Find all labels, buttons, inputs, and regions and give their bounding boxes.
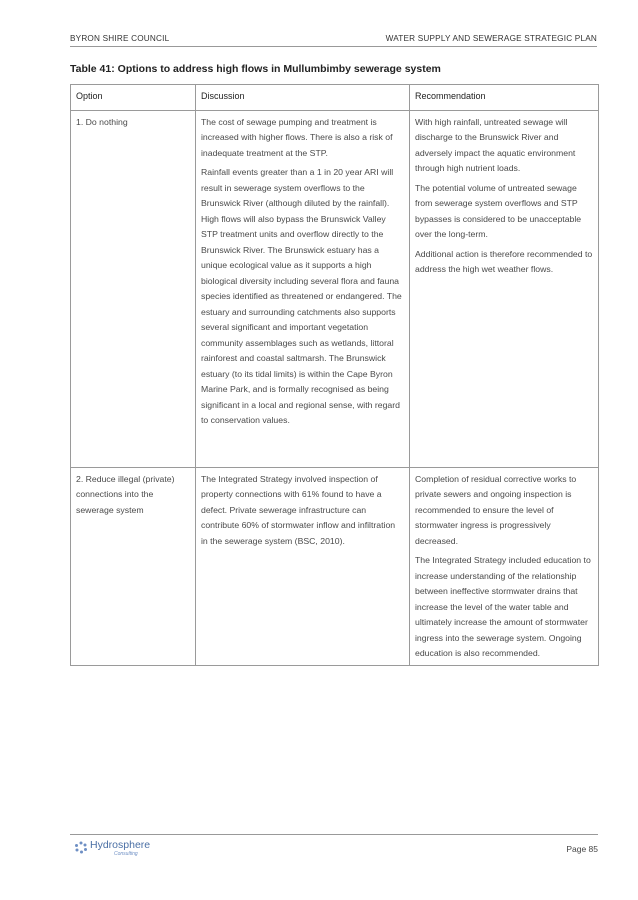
table-row bbox=[71, 110, 599, 467]
header-right: WATER SUPPLY AND SEWERAGE STRATEGIC PLAN bbox=[385, 34, 597, 43]
option-cell bbox=[71, 467, 196, 665]
recommendation-paragraph: The Integrated Strategy included education to increase understanding of the relationship between ineffective stormwater drains that increase the level of the water table and ultimately increase the amount of stormwater ingress into the sewerage system. Ongoing education is also recommended. bbox=[415, 555, 591, 658]
page-header bbox=[70, 34, 597, 47]
discussion-paragraph: The cost of sewage pumping and treatment is increased with higher flows. There is also a risk of inadequate treatment at the STP. bbox=[201, 116, 393, 158]
page-number: Page 85 bbox=[566, 844, 598, 854]
option-text: 2. Reduce illegal (private) connections into the sewerage system bbox=[76, 473, 175, 515]
discussion-paragraph: The Integrated Strategy involved inspection of property connections with 61% found to have a defect. Private sewerage infrastructure can contribute 60% of stormwater inflow and infiltration in the sewerage system (BSC, 2010). bbox=[201, 473, 396, 546]
recommendation-paragraph: With high rainfall, untreated sewage will discharge to the Brunswick River and adversely impact the aquatic environment through high nutrient loads. bbox=[415, 116, 576, 173]
discussion-paragraph: Rainfall events greater than a 1 in 20 year ARI will result in sewerage system overflows to the Brunswick River (although diluted by the rainfall). High flows will also bypass the Brunswick Valley STP treatment units and overflow directly to the Brunswick River. The Brunswick estuary has a unique ecological value as it supports a high biological diversity including several flora and fauna species identified as threatened or endangered. The estuary and surrounding catchments also supports several significant and important vegetation community assemblages such as wetlands, littoral rainforest and coastal saltmarsh. The Brunswick estuary (to its tidal limits) is within the Cape Byron Marine Park, and is formally recognised as being significant in a local and regional sense, with regard to conservation values. bbox=[201, 167, 402, 425]
recommendation-paragraph: The potential volume of untreated sewage from sewerage system overflows and STP bypasses is considered to be unacceptable over the long-term. bbox=[415, 182, 582, 239]
recommendation-paragraph: Additional action is therefore recommended to address the high wet weather flows. bbox=[415, 248, 593, 274]
table-title: Table 41: Options to address high flows in Mullumbimby sewerage system bbox=[70, 63, 441, 75]
option-text: 1. Do nothing bbox=[76, 116, 128, 127]
hydrosphere-logo-icon bbox=[74, 841, 88, 854]
discussion-cell bbox=[196, 110, 410, 467]
logo-name: Hydrosphere bbox=[90, 839, 151, 851]
table-row bbox=[71, 467, 599, 665]
recommendation-paragraph: Completion of residual corrective works to private sewers and ongoing inspection is recommended to ensure the level of stormwater ingress is progressively decreased. bbox=[415, 473, 577, 546]
option-cell bbox=[71, 110, 196, 467]
hydrosphere-logo bbox=[74, 839, 151, 857]
recommendation-cell bbox=[410, 110, 599, 467]
logo-subtitle: Consulting bbox=[114, 851, 138, 857]
table-header-row bbox=[71, 85, 599, 111]
header-left: BYRON SHIRE COUNCIL bbox=[70, 34, 170, 43]
discussion-cell bbox=[196, 467, 410, 665]
header-recommendation: Recommendation bbox=[410, 85, 599, 111]
header-discussion: Discussion bbox=[196, 85, 410, 111]
footer-rule bbox=[70, 834, 598, 835]
recommendation-cell bbox=[410, 467, 599, 665]
header-option: Option bbox=[71, 85, 196, 111]
options-table bbox=[70, 84, 599, 666]
